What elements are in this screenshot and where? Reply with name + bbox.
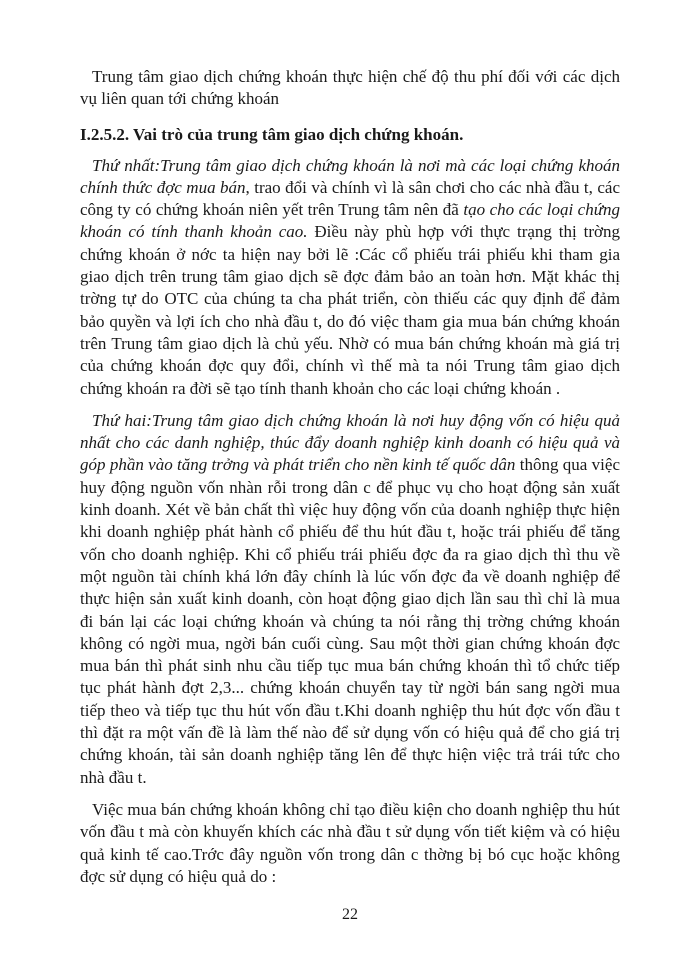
second-role-lead: Thứ hai:Trung tâm giao dịch chứng khoán là nơi huy động vốn có hiệu quả nhất cho các danh nghiệp, thúc đẩy doanh nghiệp kinh doanh có hiệu quả và góp phần vào tăng trởng và phát triển cho nền kinh tế quốc dân — [80, 410, 620, 475]
paragraph-trading-benefit: Việc mua bán chứng khoán không chỉ tạo điều kiện cho doanh nghiệp thu hút vốn đầu t mà còn khuyến khích các nhà đầu t sử dụng vốn tiết kiệm và có hiệu quả kinh tế cao.Trớc đây nguồn vốn trong dân c thờng bị bó cục hoặc không đợc sử dụng có hiệu quả do : — [80, 799, 620, 886]
first-role-liquidity: tạo cho các loại chứng khoán có tính thanh khoản cao. — [80, 200, 620, 242]
second-role-rest: thông qua việc huy động nguồn vốn nhàn rỗi trong dân c để phục vụ cho hoạt động sản xuất kinh doanh. Xét về bản chất thì việc huy động vốn của doanh nghiệp thực hiện khi doanh nghiệp phát hành cổ phiếu để thu hút đầu t, hoặc trái phiếu để tăng vốn cho doanh nghiệp. Khi cổ phiếu trái phiếu đợc đa ra giao dịch thì thu về một nguồn tài chính khá lớn đây chính là lúc vốn đợc đa về doanh nghiệp để thực hiện sản xuất kinh doanh, còn hoạt động giao dịch lần sau thì chỉ là mua đi bán lại các loại chứng khoán và chúng ta nói rằng thị trờng chứng khoán không có ngời mua, ngời bán cuối cùng. Sau một thời gian chứng khoán đợc mua bán thì phát sinh nhu cầu tiếp tục mua bán chứng khoán thì tổ chức tiếp tục phát hành đợt 2,3... chứng khoán chuyển tay từ ngời bán sang ngời mua tiếp theo và tiếp tục thu hút vốn đầu t.Khi doanh nghiệp thu hút đợc vốn đầu t thì đặt ra một vấn đề là làm thế nào để sử dụng vốn có hiệu quả để cho giá trị chứng khoán, tài sản doanh nghiệp tăng lên để thực hiện việc trả trái tức cho nhà đầu t. — [80, 455, 620, 787]
paragraph-second-role — [80, 410, 620, 789]
first-role-mid: , trao đổi và chính vì là sân chơi cho các nhà đầu t, các công ty có chứng khoán niên yết trên Trung tâm nên đã — [80, 177, 620, 220]
section-heading: I.2.5.2. Vai trò của trung tâm giao dịch chứng khoán. — [80, 124, 464, 144]
first-role-lead: Thứ nhất:Trung tâm giao dịch chứng khoán là nơi mà các loại chứng khoán chính thức đợc mua bán — [80, 155, 620, 197]
first-role-rest: Điều này phù hợp với thực trạng thị trờng chứng khoán ở nớc ta hiện nay bởi lẽ :Các cổ phiếu trái phiếu khi tham gia giao dịch trên trung tâm giao dịch sẽ đợc đảm bảo an toàn hơn. Mặt khác thị trờng tự do OTC của chúng ta cha phát triển, còn thiếu các quy định để đảm bảo quyền và lợi ích cho nhà đầu t, do đó việc tham gia mua bán chứng khoán trên Trung tâm giao dịch là chủ yếu. Nhờ có mua bán chứng khoán mà giá trị của chứng khoán đợc quy đổi, chính vì thế mà ta nói Trung tâm giao dịch chứng khoán ra đời sẽ tạo tính thanh khoản cho các loại chứng khoán . — [80, 222, 620, 398]
intro-paragraph: Trung tâm giao dịch chứng khoán thực hiện chế độ thu phí đối với các dịch vụ liên quan tới chứng khoán — [80, 67, 620, 109]
page-number: 22 — [342, 906, 358, 923]
page-content — [80, 66, 620, 888]
paragraph-first-role — [80, 155, 620, 400]
